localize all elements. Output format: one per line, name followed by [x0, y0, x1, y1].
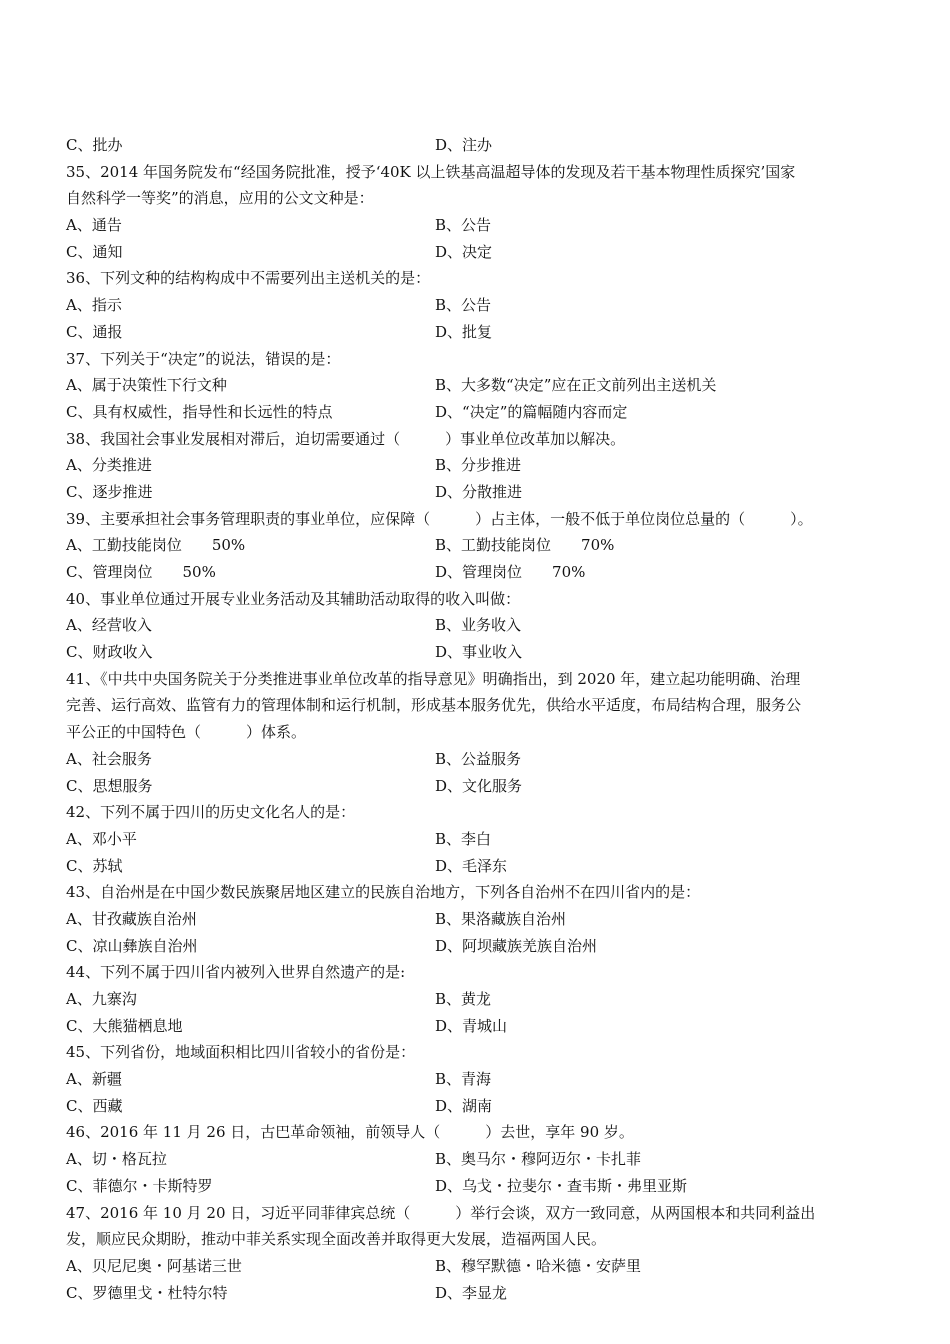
option-row [66, 1013, 896, 1040]
question-text-line [66, 426, 896, 453]
option-row [66, 452, 896, 479]
question-text-line [66, 719, 896, 746]
question-text-line [66, 666, 896, 693]
question-text-line [66, 506, 896, 533]
option-row [66, 292, 896, 319]
option-left: A、切・格瓦拉 [66, 1150, 167, 1169]
question-text: 45、下列省份，地域面积相比四川省较小的省份是： [66, 1043, 416, 1062]
question-text: 平公正的中国特色（ ）体系。 [66, 723, 307, 742]
question-text: 39、主要承担社会事务管理职责的事业单位，应保障（ ）占主体，一般不低于单位岗位总量的（ ）。 [66, 509, 813, 528]
option-left: C、西藏 [66, 1096, 123, 1115]
option-right: B、大多数“决定”应在正文前列出主送机关 [435, 376, 717, 395]
question-text-line [66, 1226, 896, 1253]
option-right: D、决定 [435, 242, 493, 261]
option-right: B、黄龙 [435, 990, 492, 1008]
option-row [66, 986, 896, 1013]
option-row [66, 532, 896, 559]
option-row [66, 399, 896, 426]
option-left: C、苏轼 [66, 856, 123, 875]
option-right: D、分散推进 [435, 482, 523, 501]
option-right: D、注办 [435, 136, 493, 154]
question-text-line [66, 185, 896, 212]
option-row [66, 933, 896, 960]
option-left: A、九寨沟 [66, 990, 137, 1008]
question-text: 41、《中共中央国务院关于分类推进事业单位改革的指导意见》明确指出，到 2020 年，建立起功能明确、治理 [66, 669, 801, 688]
option-row [66, 239, 896, 266]
question-text: 自然科学一等奖”的消息，应用的公文文种是： [66, 189, 374, 208]
question-text-line [66, 1200, 896, 1227]
option-row [66, 1093, 896, 1120]
option-left: A、属于决策性下行文种 [66, 376, 227, 395]
option-row [66, 746, 896, 773]
question-text: 37、下列关于“决定”的说法，错误的是： [66, 349, 341, 368]
question-text-line [66, 692, 896, 719]
option-row [66, 906, 896, 933]
question-text-line [66, 1039, 896, 1066]
question-text: 40、事业单位通过开展专业业务活动及其辅助活动取得的收入叫做： [66, 589, 521, 608]
option-left: C、管理岗位 50% [66, 563, 216, 581]
question-text-line [66, 799, 896, 826]
option-right: D、湖南 [435, 1096, 493, 1115]
option-row [66, 479, 896, 506]
option-left: C、具有权威性，指导性和长远性的特点 [66, 402, 333, 421]
option-left: A、分类推进 [66, 456, 152, 475]
question-text: 44、下列不属于四川省内被列入世界自然遗产的是: [66, 963, 406, 982]
option-right: B、穆罕默德・哈米德・安萨里 [435, 1256, 642, 1275]
option-right: D、文化服务 [435, 776, 523, 795]
option-left: C、逐步推进 [66, 482, 153, 501]
question-text-line [66, 879, 896, 906]
option-left: A、甘孜藏族自治州 [66, 909, 197, 928]
question-text-line [66, 346, 896, 373]
option-left: A、通告 [66, 216, 122, 235]
question-text-line [66, 1119, 896, 1146]
option-right: B、奥马尔・穆阿迈尔・卡扎菲 [435, 1150, 642, 1169]
option-left: A、工勤技能岗位 50% [66, 536, 246, 555]
option-right: D、事业收入 [435, 643, 523, 662]
option-row [66, 612, 896, 639]
question-text-line [66, 159, 896, 186]
question-text: 47、2016 年 10 月 20 日，习近平同菲律宾总统（ ）举行会谈，双方一致同意，从两国根本和共同利益出 [66, 1203, 816, 1222]
option-left: C、通知 [66, 242, 123, 261]
option-right: B、公告 [435, 216, 492, 235]
option-row [66, 1066, 896, 1093]
option-left: C、菲德尔・卡斯特罗 [66, 1176, 213, 1195]
option-right: D、管理岗位 70% [435, 563, 586, 581]
option-row [66, 1146, 896, 1173]
option-row [66, 1253, 896, 1280]
option-left: A、经营收入 [66, 616, 152, 635]
option-right: D、乌戈・拉斐尔・查韦斯・弗里亚斯 [435, 1176, 688, 1195]
question-text-line [66, 959, 896, 986]
option-row [66, 132, 896, 159]
option-left: C、大熊猫栖息地 [66, 1016, 183, 1035]
option-right: D、阿坝藏族羌族自治州 [435, 936, 598, 955]
option-right: B、果洛藏族自治州 [435, 909, 567, 928]
option-right: B、业务收入 [435, 616, 522, 635]
option-right: B、工勤技能岗位 70% [435, 536, 615, 555]
option-row [66, 1173, 896, 1200]
option-row [66, 639, 896, 666]
option-right: D、青城山 [435, 1016, 508, 1035]
option-right: B、李白 [435, 829, 492, 848]
option-right: B、公益服务 [435, 749, 522, 768]
option-left: A、社会服务 [66, 749, 152, 768]
option-row [66, 773, 896, 800]
option-row [66, 372, 896, 399]
question-text-line [66, 586, 896, 613]
option-left: C、批办 [66, 136, 123, 154]
question-text: 46、2016 年 11 月 26 日，古巴革命领袖，前领导人（ ）去世，享年 90 岁。 [66, 1123, 634, 1142]
option-left: C、罗德里戈・杜特尔特 [66, 1283, 228, 1302]
option-right: D、李显龙 [435, 1283, 508, 1302]
option-left: A、新疆 [66, 1070, 122, 1089]
option-right: B、青海 [435, 1070, 492, 1089]
option-left: C、凉山彝族自治州 [66, 936, 198, 955]
question-text-line [66, 265, 896, 292]
option-right: B、分步推进 [435, 456, 522, 475]
option-row [66, 1280, 896, 1307]
option-left: C、财政收入 [66, 643, 153, 662]
option-row [66, 853, 896, 880]
option-left: C、通报 [66, 322, 123, 341]
option-left: A、贝尼尼奥・阿基诺三世 [66, 1256, 242, 1275]
option-left: C、思想服务 [66, 776, 153, 795]
question-text: 完善、运行高效、监管有力的管理体制和运行机制，形成基本服务优先，供给水平适度，布局结构合理，服务公 [66, 696, 802, 715]
option-right: D、毛泽东 [435, 856, 508, 875]
option-right: D、批复 [435, 322, 493, 341]
question-text: 35、2014 年国务院发布“经国务院批准，授予‘40K 以上铁基高温超导体的发现及若干基本物理性质探究’国家 [66, 162, 796, 181]
question-text: 36、下列文种的结构构成中不需要列出主送机关的是： [66, 269, 431, 288]
question-text: 38、我国社会事业发展相对滞后，迫切需要通过（ ）事业单位改革加以解决。 [66, 429, 626, 448]
option-left: A、指示 [66, 296, 122, 315]
question-text: 42、下列不属于四川的历史文化名人的是： [66, 803, 356, 822]
option-row [66, 559, 896, 586]
option-row [66, 319, 896, 346]
option-left: A、邓小平 [66, 829, 137, 848]
option-right: D、“决定”的篇幅随内容而定 [435, 402, 628, 421]
option-row [66, 212, 896, 239]
option-right: B、公告 [435, 296, 492, 315]
question-text: 43、自治州是在中国少数民族聚居地区建立的民族自治地方，下列各自治州不在四川省内的是： [66, 883, 701, 902]
question-text: 发，顺应民众期盼，推动中菲关系实现全面改善并取得更大发展，造福两国人民。 [66, 1230, 607, 1249]
option-row [66, 826, 896, 853]
question-list [66, 132, 896, 1306]
